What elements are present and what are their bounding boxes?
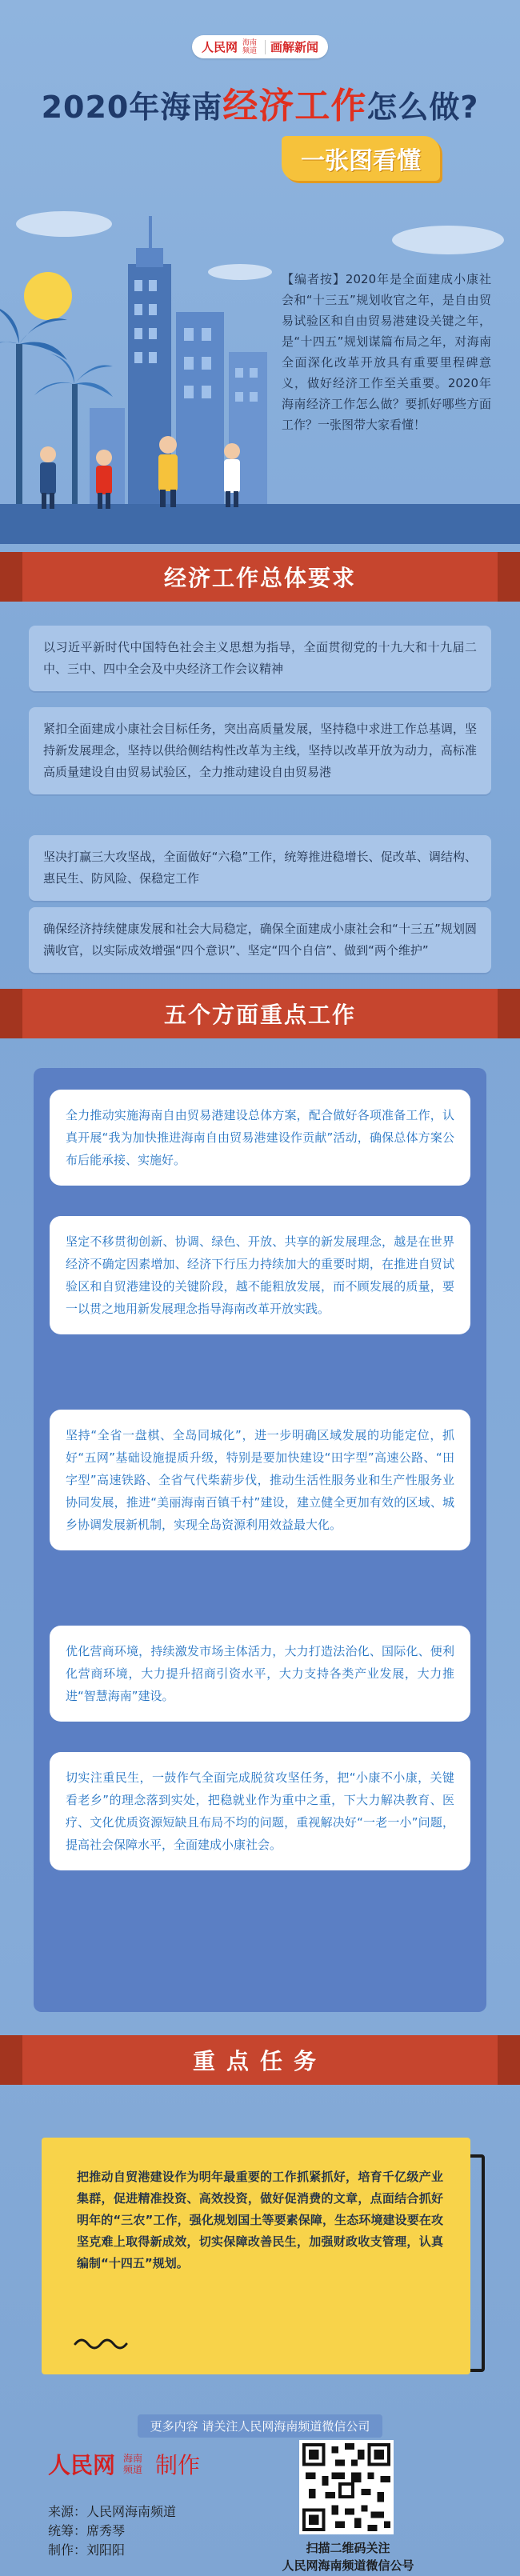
title-highlight: 经济工作 xyxy=(222,86,367,126)
credit-source: 来源：人民网海南频道 xyxy=(48,2504,177,2519)
key-work-card: 坚定不移贯彻创新、协调、绿色、开放、共享的新发展理念，越是在世界经济不确定因素增加、经济下行压力持续加大的重要时期，在推进自贸试验区和自贸港建设的关键阶段，越不能粗放发展，而不顾发展的质量，要一以贯之地用新发展理念指导海南改革开放实践。 xyxy=(50,1216,470,1334)
footer-logo-brand: 人民网 xyxy=(48,2452,116,2478)
header-logo xyxy=(192,35,328,58)
logo-brand: 人民网 xyxy=(201,40,238,54)
section-title-requirements: 经济工作总体要求 xyxy=(163,565,356,591)
requirement-item: 坚决打赢三大攻坚战，全面做好“六稳”工作，统筹推进稳增长、促改革、调结构、惠民生、防风险、保稳定工作 xyxy=(29,835,491,901)
footer-logo-region: 海南频道 xyxy=(123,2453,143,2475)
building-icon xyxy=(90,216,267,504)
section-banner-key-tasks xyxy=(0,2035,520,2085)
editor-note: 【编者按】2020年是全面建成小康社会和“十三五”规划收官之年，是自由贸易试验区和自由贸易港建设关键之年，是“十四五”规划谋篇布局之年，对海南全面深化改革开放具有重要里程碑意义，做好经济工作至关重要。2020年海南经济工作怎么做？要抓好哪些方面工作？一张图带大家看懂！ xyxy=(282,272,491,432)
qr-caption-line: 人民网海南频道微信公号 xyxy=(282,2558,414,2573)
subtitle-badge: 一张图看懂 xyxy=(282,136,440,181)
squiggle-decoration-icon xyxy=(74,2336,130,2352)
more-content-bar xyxy=(0,2414,520,2438)
credit-producer: 制作：刘阳阳 xyxy=(48,2542,126,2558)
more-content-text: 更多内容 请关注人民网海南频道微信公司 xyxy=(138,2414,383,2438)
title-prefix: 2020年海南 xyxy=(41,90,223,125)
requirement-item: 确保经济持续健康发展和社会大局稳定，确保全面建成小康社会和“十三五”规划圆满收官，以实际成效增强“四个意识”、坚定“四个自信”、做到“两个维护” xyxy=(29,907,491,973)
header-logo-row xyxy=(0,35,520,58)
requirement-item: 以习近平新时代中国特色社会主义思想为指导，全面贯彻党的十九大和十九届二中、三中、四中全会及中央经济工作会议精神 xyxy=(29,626,491,691)
ground-strip xyxy=(0,504,520,544)
section-title-key-tasks: 重点任务 xyxy=(192,2048,327,2074)
logo-divider xyxy=(265,40,266,54)
qr-caption xyxy=(240,2539,456,2574)
section-banner-requirements xyxy=(0,552,520,602)
credit-coordinator: 统筹：席秀琴 xyxy=(48,2523,126,2538)
key-work-card: 切实注重民生，一鼓作气全面完成脱贫攻坚任务，把“小康不小康，关键看老乡”的理念落到实处，把稳就业作为重中之重，下大力解决教育、医疗、文化优质资源短缺且布局不均的问题，重视解决好“一老一小”问题，提高社会保障水平，全面建成小康社会。 xyxy=(50,1752,470,1870)
logo-region: 海南频道 xyxy=(242,38,258,55)
credits xyxy=(48,2502,176,2560)
key-work-card: 坚持“全省一盘棋、全岛同城化”，进一步明确区域发展的功能定位，抓好“五网”基础设施提质升级，特别是要加快建设“田字型”高速公路、“田字型”高速铁路、全省气代柴薪步伐，推动生活性服务业和生产性服务业协同发展，推进“美丽海南百镇千村”建设，建立健全更加有效的区域、城乡协调发展新机制，实现全岛资源利用效益最大化。 xyxy=(50,1410,470,1550)
footer-logo-make: 制作 xyxy=(155,2452,201,2478)
key-work-card: 优化营商环境，持续激发市场主体活力，大力打造法治化、国际化、便利化营商环境，大力提升招商引资水平，大力支持各类产业发展，大力推进“智慧海南”建设。 xyxy=(50,1626,470,1722)
key-work-card: 全力推动实施海南自由贸易港建设总体方案，配合做好各项准备工作，认真开展“我为加快推进海南自由贸易港建设作贡献”活动，确保总体方案公布后能承接、实施好。 xyxy=(50,1090,470,1186)
title-suffix: 怎么做? xyxy=(366,90,479,125)
section-title-key-work: 五个方面重点工作 xyxy=(163,1002,356,1028)
footer-logo xyxy=(48,2448,200,2480)
section-banner-key-work xyxy=(0,989,520,1038)
qr-caption-line: 扫描二维码关注 xyxy=(306,2541,390,2555)
requirement-item: 紧扣全面建成小康社会目标任务，突出高质量发展，坚持稳中求进工作总基调，坚持新发展理念，坚持以供给侧结构性改革为主线，坚持以改革开放为动力，高标准高质量建设自由贸易试验区，全力推动建设自由贸易港 xyxy=(29,707,491,794)
logo-column: 画解新闻 xyxy=(270,40,319,54)
page-title xyxy=(0,77,520,128)
qr-code-icon xyxy=(299,2440,394,2534)
sun-icon xyxy=(24,272,72,320)
key-task-card: 把推动自贸港建设作为明年最重要的工作抓紧抓好，培育千亿级产业集群，促进精准投资、高效投资，做好促消费的文章，点面结合抓好明年的“三农”工作，强化规划国土等要素保障，生态环境建设要在攻坚克难上取得新成效，切实保障改善民生，加强财政收支管理，认真编制“十四五”规划。 xyxy=(42,2138,470,2374)
